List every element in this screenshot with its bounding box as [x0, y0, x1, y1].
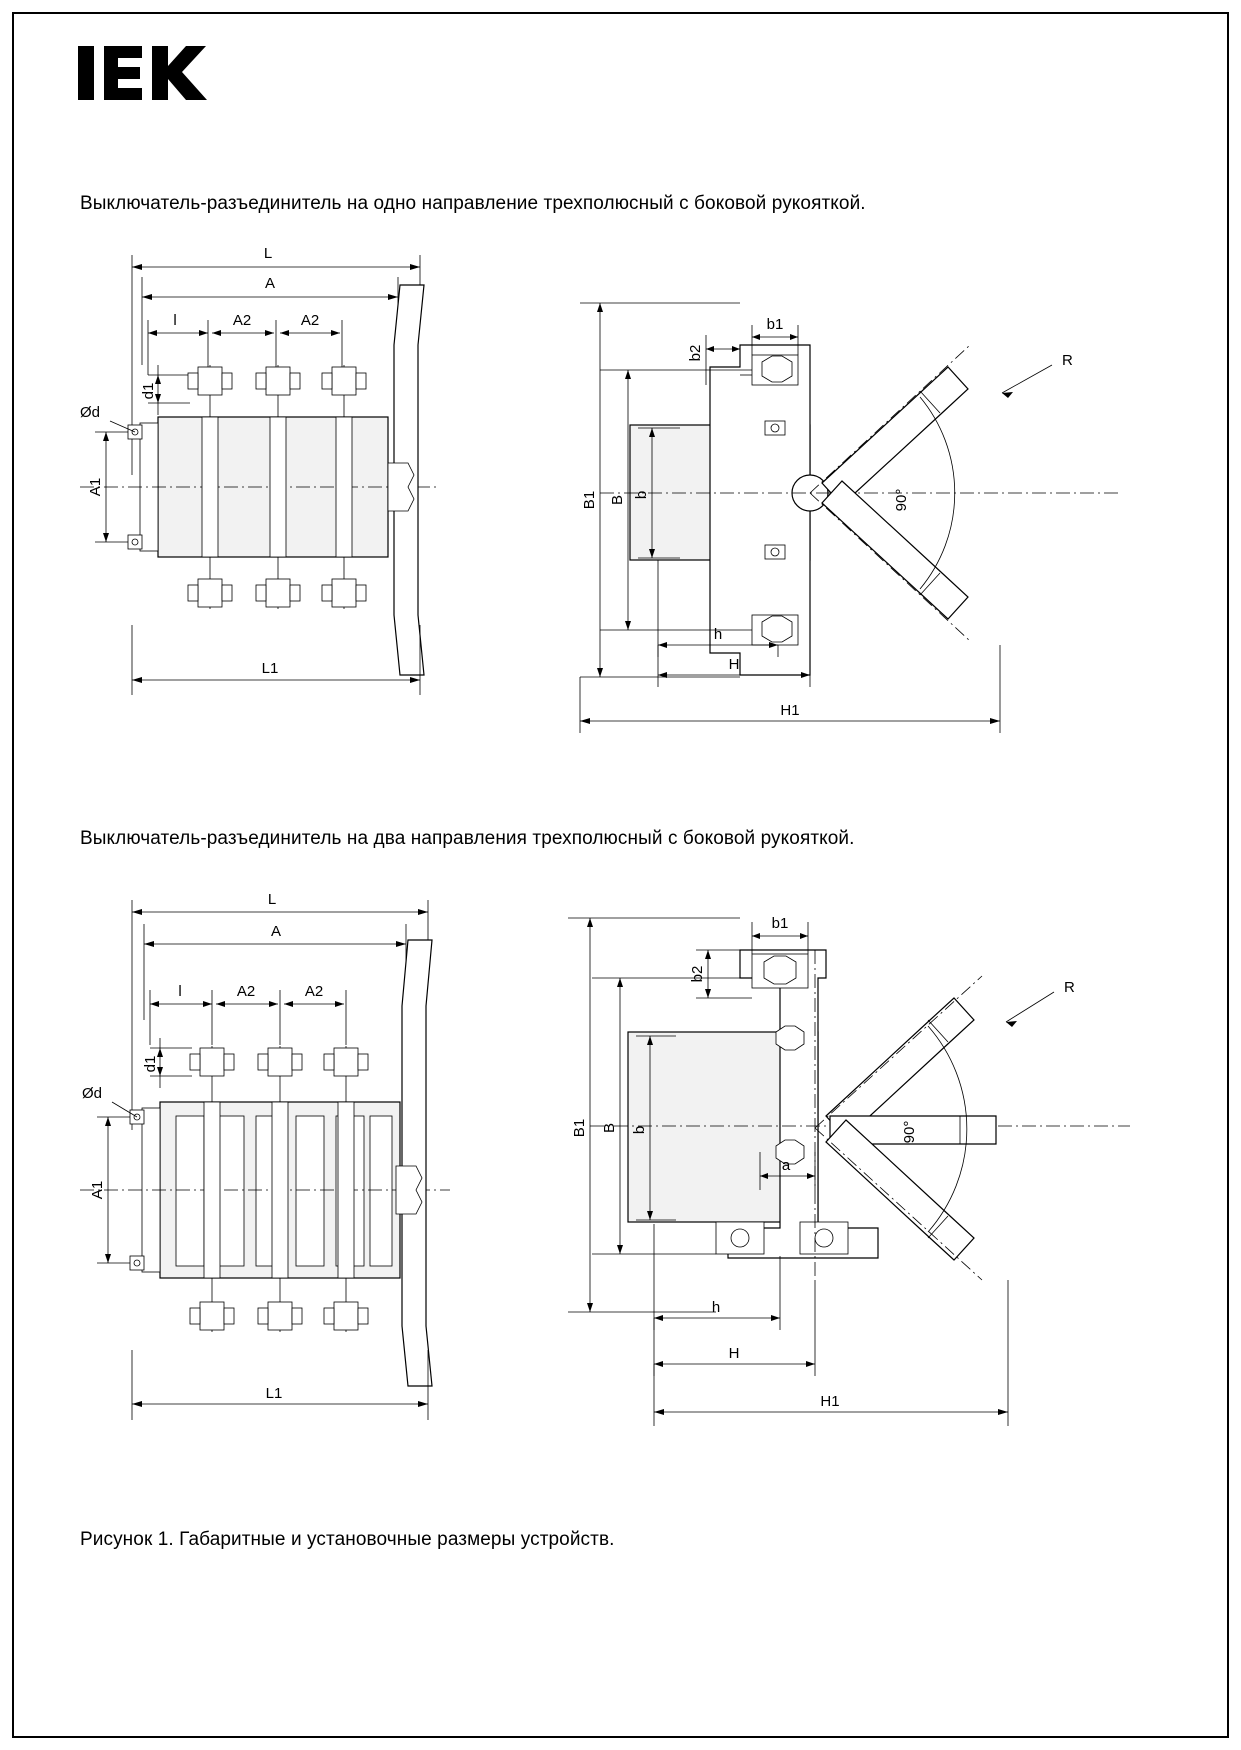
dim-L1-2: L1 — [265, 1385, 283, 1402]
front-view-2 — [80, 891, 450, 1420]
dim-A1-1: A1 — [87, 477, 104, 497]
dim-90-2: 90° — [901, 1120, 918, 1144]
dim-b1-2: b1 — [771, 915, 789, 932]
dim-L1-1: L1 — [261, 660, 279, 677]
dim-Od-2: Ød — [82, 1085, 103, 1102]
dim-b-2: b — [631, 1125, 648, 1135]
dim-B-1: B — [609, 494, 626, 506]
dim-a-2: a — [781, 1157, 791, 1174]
dim-L-2: L — [267, 891, 277, 908]
dim-l-2: l — [178, 983, 182, 1000]
dim-b-1: b — [633, 490, 650, 500]
dim-A-1: A — [264, 275, 276, 292]
pole-group-1 — [188, 365, 366, 609]
front-view-1 — [80, 245, 440, 695]
dim-L-1: L — [263, 245, 273, 262]
section-caption-1: Выключатель-разъединитель на одно направление трехполюсный с боковой рукояткой. — [80, 193, 866, 214]
dim-H1-2: H1 — [820, 1393, 840, 1410]
dim-B1-1: B1 — [581, 490, 598, 510]
dim-A2-1b: A2 — [300, 312, 320, 329]
figure-caption: Рисунок 1. Габаритные и установочные размеры устройств. — [80, 1529, 615, 1550]
dim-b1-1: b1 — [766, 316, 784, 333]
dim-A1-2: A1 — [89, 1180, 106, 1200]
dim-b2-1: b2 — [687, 344, 704, 362]
technical-drawing-double-direction — [40, 880, 1200, 1480]
dim-R-2: R — [1064, 979, 1075, 996]
iek-logo — [78, 38, 208, 108]
pole-group-2 — [190, 1046, 368, 1332]
dim-H1-1: H1 — [780, 702, 800, 719]
dim-90-1: 90° — [893, 488, 910, 512]
dim-B1-2: B1 — [571, 1118, 588, 1138]
dim-H-1: H — [728, 656, 740, 673]
dim-A2-2a: A2 — [236, 983, 256, 1000]
dim-d1-1: d1 — [140, 382, 157, 400]
dim-h-1: h — [713, 626, 723, 643]
dim-R-1: R — [1062, 352, 1073, 369]
side-view-2 — [568, 915, 1130, 1426]
section-caption-2: Выключатель-разъединитель на два направления трехполюсный с боковой рукояткой. — [80, 828, 855, 849]
dim-A-2: A — [270, 923, 282, 940]
dim-d1-2: d1 — [142, 1055, 159, 1073]
dim-b2-2: b2 — [689, 965, 706, 983]
dim-A2-2b: A2 — [304, 983, 324, 1000]
technical-drawing-single-direction — [40, 225, 1200, 755]
dim-Od-1: Ød — [80, 404, 101, 421]
dim-l-1: l — [173, 312, 177, 329]
dim-B-2: B — [601, 1122, 618, 1134]
side-view-1 — [580, 303, 1120, 733]
dim-H-2: H — [728, 1345, 740, 1362]
dim-A2-1a: A2 — [232, 312, 252, 329]
dim-h-2: h — [711, 1299, 721, 1316]
